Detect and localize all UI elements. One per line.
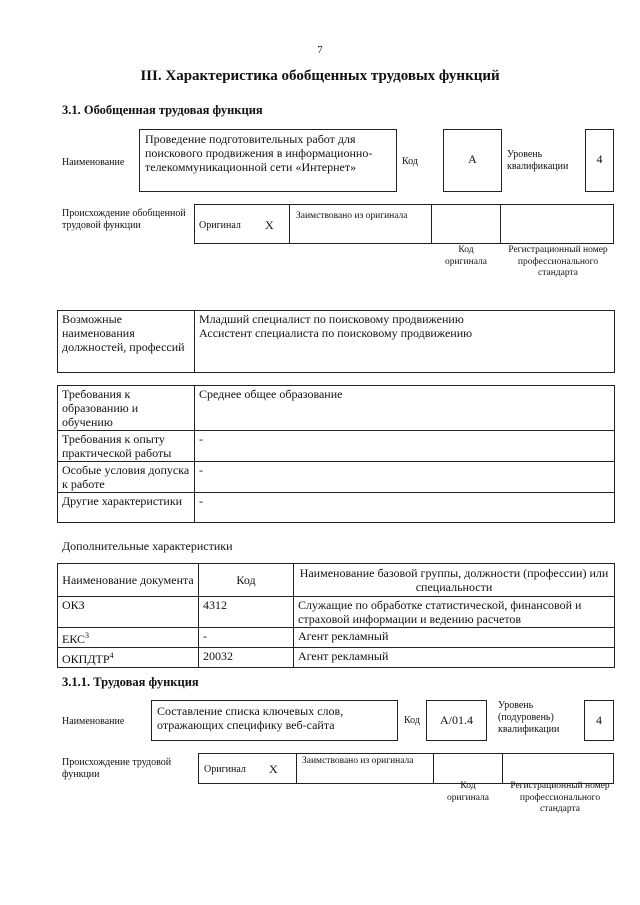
- req-other-label: Другие характеристики: [58, 493, 195, 523]
- requirements-table: [57, 385, 615, 523]
- gtf-origin-code-box: [431, 204, 501, 244]
- req-education-label: Требования к образованию и обучению: [58, 386, 195, 431]
- tf-name-value: Составление списка ключевых слов, отражающих специфику веб-сайта: [157, 704, 344, 732]
- row-doc: [58, 628, 199, 648]
- row-doc: [58, 597, 199, 628]
- gtf-level-value: 4: [596, 152, 603, 166]
- gtf-name-value: Проведение подготовительных работ для поискового продвижения в информационно-телекоммуникационной сети «Интернет»: [145, 132, 373, 174]
- tf-origin-code-label: Код оригинала: [447, 781, 489, 803]
- gtf-code-box: [443, 129, 502, 192]
- tf-original-box: [198, 753, 297, 784]
- req-education-value: Среднее общее образование: [195, 386, 615, 431]
- doc-footnote: 4: [109, 651, 114, 660]
- tf-borrowed-label: Заимствовано из оригинала: [302, 756, 414, 766]
- doc-name: ОКЗ: [62, 598, 85, 612]
- tf-origin-code-box: [433, 753, 503, 784]
- gtf-original-mark: X: [265, 218, 274, 232]
- gtf-level-label: Уровень квалификации: [507, 149, 569, 172]
- tf-original-label: Оригинал: [204, 764, 246, 775]
- gtf-name-label: Наименование: [62, 157, 125, 168]
- tf-level-label: Уровень (подуровень) квалификации: [498, 700, 560, 735]
- gtf-origin-label: Происхождение обобщенной трудовой функции: [62, 208, 186, 231]
- position-item: Младший специалист по поисковому продвижению: [199, 312, 464, 326]
- req-experience-label: Требования к опыту практической работы: [58, 431, 195, 462]
- page-number: 7: [317, 44, 323, 56]
- section-title: III. Характеристика обобщенных трудовых функций: [140, 68, 500, 84]
- header-code: Код: [199, 564, 294, 597]
- doc-name: ОКПДТР: [62, 652, 110, 666]
- gtf-reg-number-label: Регистрационный номер профессионального стандарта: [508, 245, 608, 278]
- req-other-value: -: [195, 493, 615, 523]
- tf-level-value: 4: [596, 713, 602, 727]
- tf-original-mark: X: [269, 762, 278, 776]
- tf-code-value: A/01.4: [440, 713, 473, 727]
- positions-table: [57, 310, 615, 373]
- gtf-original-label: Оригинал: [199, 220, 241, 231]
- tf-name-box: [151, 700, 398, 741]
- req-admission-value: -: [195, 462, 615, 493]
- doc-name: ЕКС: [62, 632, 86, 646]
- tf-code-box: [426, 700, 487, 741]
- gtf-borrowed-box: [289, 204, 432, 244]
- tf-code-label: Код: [404, 715, 420, 726]
- tf-heading: 3.1.1. Трудовая функция: [62, 675, 199, 689]
- position-item: Ассистент специалиста по поисковому продвижению: [199, 326, 473, 340]
- doc-footnote: 3: [85, 631, 90, 640]
- gtf-borrowed-label: Заимствовано из оригинала: [296, 211, 408, 221]
- gtf-reg-number-box: [500, 204, 614, 244]
- tf-name-label: Наименование: [62, 716, 125, 727]
- positions-label: Возможные наименования должностей, профессий: [58, 311, 195, 373]
- row-code: -: [199, 628, 294, 648]
- additional-table: [57, 563, 615, 668]
- gtf-heading: 3.1. Обобщенная трудовая функция: [62, 103, 263, 117]
- header-document: Наименование документа: [58, 564, 199, 597]
- row-doc: [58, 648, 199, 668]
- header-group: Наименование базовой группы, должности (профессии) или специальности: [294, 564, 615, 597]
- gtf-code-label: Код: [402, 156, 418, 167]
- positions-values: [195, 311, 615, 373]
- tf-level-box: [584, 700, 614, 741]
- gtf-original-box: [194, 204, 290, 244]
- tf-reg-number-box: [502, 753, 614, 784]
- row-name: Служащие по обработке статистической, финансовой и страховой информации и ведению расчетов: [294, 597, 615, 628]
- row-name: Агент рекламный: [294, 628, 615, 648]
- gtf-level-box: [585, 129, 614, 192]
- tf-reg-number-label: Регистрационный номер профессионального стандарта: [510, 781, 610, 814]
- gtf-origin-code-label: Код оригинала: [445, 245, 487, 267]
- row-code: 20032: [199, 648, 294, 668]
- row-name: Агент рекламный: [294, 648, 615, 668]
- req-admission-label: Особые условия допуска к работе: [58, 462, 195, 493]
- tf-origin-label: Происхождение трудовой функции: [62, 757, 172, 780]
- tf-borrowed-box: [296, 753, 434, 784]
- gtf-code-value: А: [468, 152, 477, 166]
- gtf-name-box: [139, 129, 397, 192]
- additional-title: Дополнительные характеристики: [62, 539, 233, 553]
- req-experience-value: -: [195, 431, 615, 462]
- row-code: 4312: [199, 597, 294, 628]
